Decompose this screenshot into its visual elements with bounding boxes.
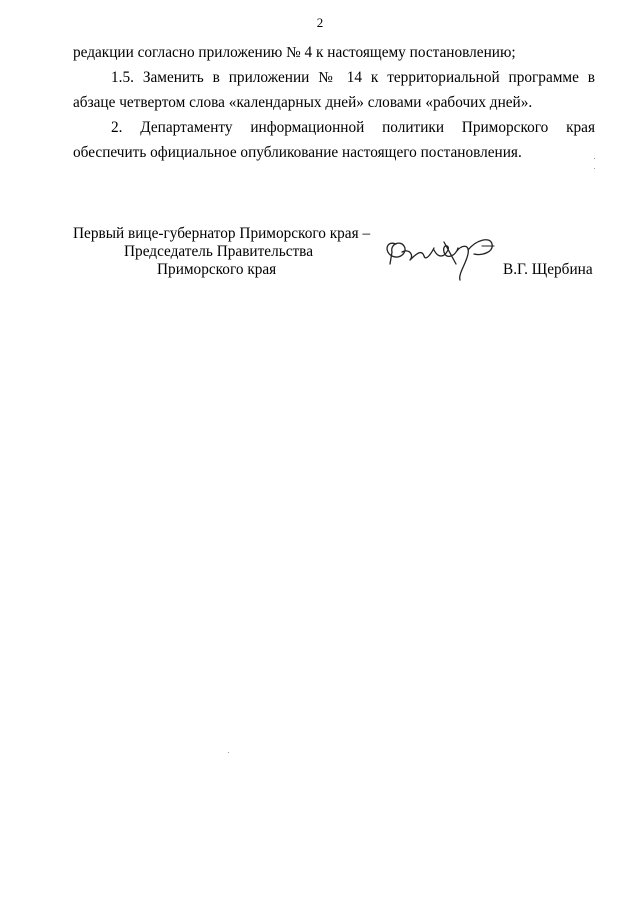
paragraph-3-line-2: обеспечить официальное опубликование настоящего постановления. — [73, 144, 522, 161]
document-body — [73, 40, 595, 165]
paragraph-2-line-1: 1.5. Заменить в приложении № 14 к территориальной программе в — [111, 69, 595, 86]
signer-name: В.Г. Щербина — [503, 261, 593, 278]
page-number: 2 — [316, 15, 324, 30]
scan-speck — [228, 752, 229, 753]
signer-position-line-2: Председатель Правительства — [124, 243, 313, 260]
paragraph-3-line-1: 2. Департаменту информационной политики Приморского края — [111, 119, 595, 136]
scan-speck — [594, 168, 595, 169]
scan-speck — [594, 158, 595, 159]
paragraph-2-line-2: абзаце четвертом слова «календарных дней» словами «рабочих дней». — [73, 94, 533, 111]
signer-position-line-1: Первый вице-губернатор Приморского края – — [73, 225, 371, 242]
handwritten-signature — [378, 222, 508, 284]
signer-position-line-3: Приморского края — [157, 261, 277, 278]
paragraph-1-line-1: редакции согласно приложению № 4 к настоящему постановлению; — [73, 44, 516, 61]
